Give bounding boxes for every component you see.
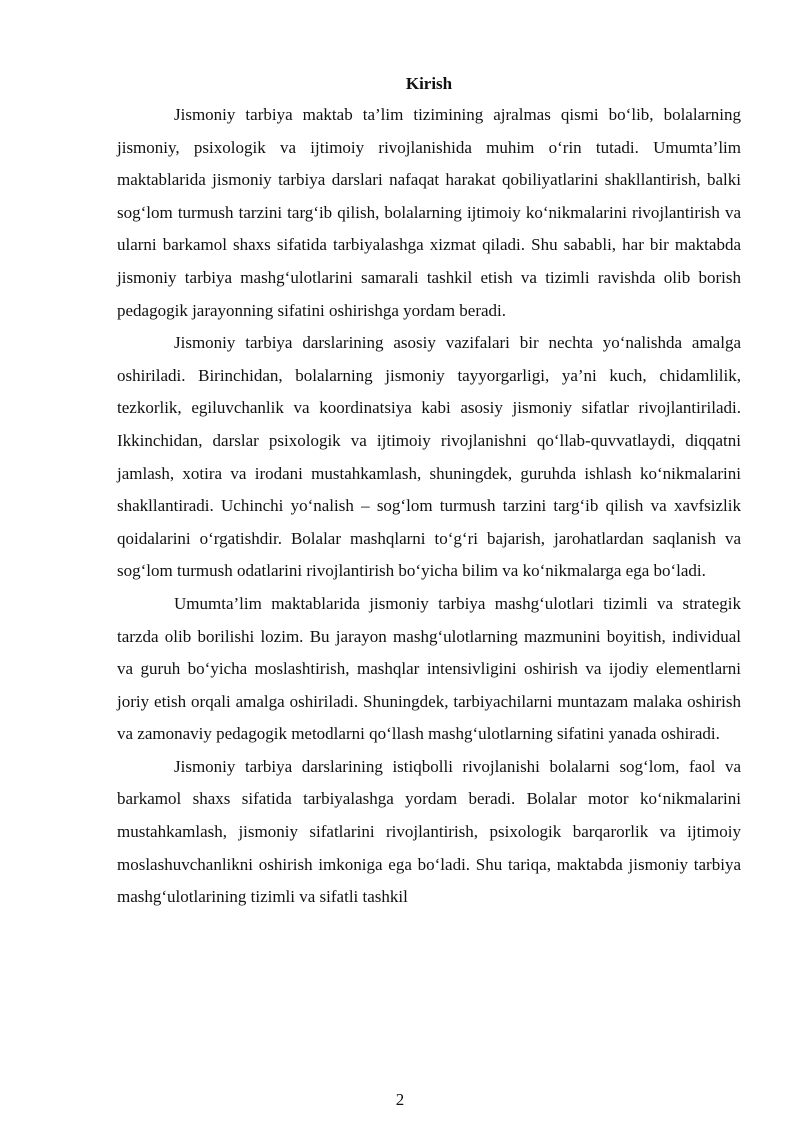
paragraph-1: Jismoniy tarbiya maktab ta’lim tizimining ajralmas qismi bo‘lib, bolalarning jismoniy, psixologik va ijtimoiy rivojlanishida muhim o‘rin tutadi. Umumta’lim maktablarida jismoniy tarbiya darslari nafaqat harakat qobiliyatlarini shakllantirish, balki sog‘lom turmush tarzini targ‘ib qilish, bolalarning ijtimoiy ko‘nikmalarini rivojlantirish va ularni barkamol shaxs sifatida tarbiyalashga xizmat qiladi. Shu sababli, har bir maktabda jismoniy tarbiya mashg‘ulotlarini samarali tashkil etish va tizimli ravishda olib borish pedagogik jarayonning sifatini oshirishga yordam beradi. [117,105,741,320]
paragraph-4: Jismoniy tarbiya darslarining istiqbolli rivojlanishi bolalarni sog‘lom, faol va barkamol shaxs sifatida tarbiyalashga yordam beradi. Bolalar motor ko‘nikmalarini mustahkamlash, jismoniy sifatlarini rivojlantirish, psixologik barqarorlik va ijtimoiy moslashuvchanlikni oshirish imkoniga ega bo‘ladi. Shu tariqa, maktabda jismoniy tarbiya mashg‘ulotlarining tizimli va sifatli tashkil [117,756,741,907]
page-number: 2 [395,1090,405,1109]
document-page [117,74,741,914]
paragraph-3: Umumta’lim maktablarida jismoniy tarbiya mashg‘ulotlari tizimli va strategik tarzda olib borilishi lozim. Bu jarayon mashg‘ulotlarning mazmunini boyitish, individual va guruh bo‘yicha moslashtirish, mashqlar intensivligini oshirish va ijodiy elementlarni joriy etish orqali amalga oshiriladi. Shuningdek, tarbiyachilarni muntazam malaka oshirish va zamonaviy pedagogik metodlarni qo‘llash mashg‘ulotlarning sifatini yanada oshiradi. [117,593,741,744]
section-title: Kirish [405,74,453,93]
paragraph-2: Jismoniy tarbiya darslarining asosiy vazifalari bir nechta yo‘nalishda amalga oshiriladi. Birinchidan, bolalarning jismoniy tayyorgarligi, ya’ni kuch, chidamlilik, tezkorlik, egiluvchanlik va koordinatsiya kabi asosiy jismoniy sifatlar rivojlantiriladi. Ikkinchidan, darslar psixologik va ijtimoiy rivojlanishni qo‘llab-quvvatlaydi, diqqatni jamlash, xotira va irodani mustahkamlash, shuningdek, guruhda ishlash ko‘nikmalarini shakllantiradi. Uchinchi yo‘nalish – sog‘lom turmush tarzini targ‘ib qilish va xavfsizlik qoidalarini o‘rgatishdir. Bolalar mashqlarni to‘g‘ri bajarish, jarohatlardan saqlanish va sog‘lom turmush odatlarini rivojlantirish bo‘yicha bilim va ko‘nikmalarga ega bo‘ladi. [117,333,741,581]
